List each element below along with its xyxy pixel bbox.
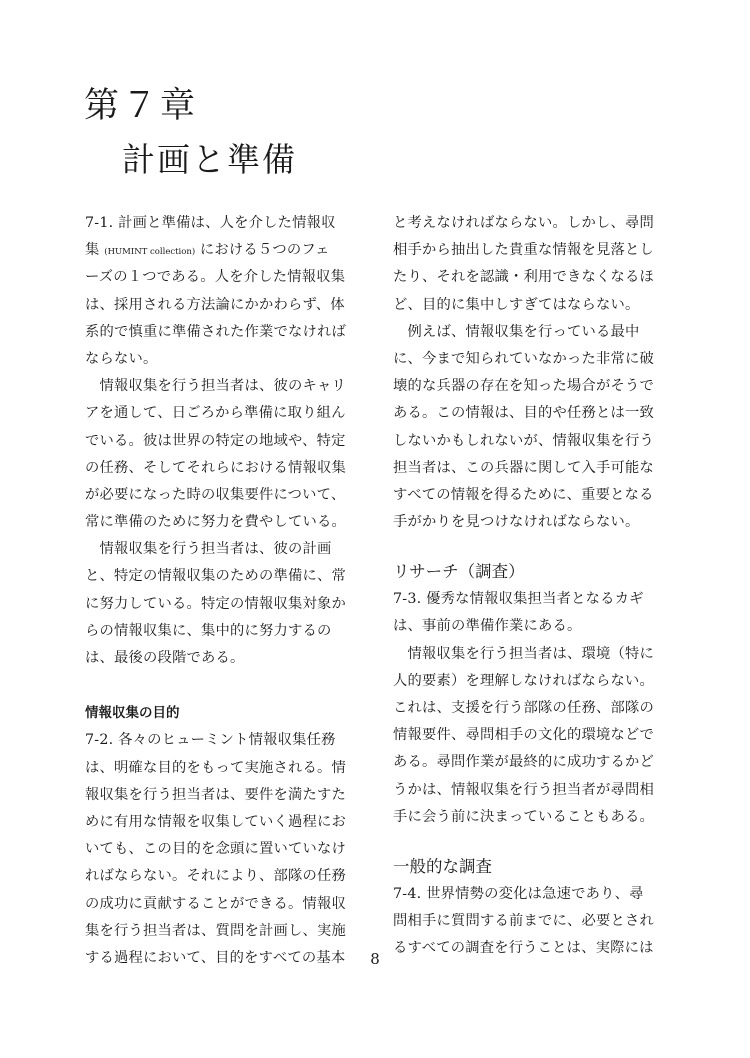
text-line: すべての情報を得るために、重要となる <box>393 486 654 503</box>
text-line: 常に準備のために努力を費やしている。 <box>85 514 346 531</box>
text-line: 問相手に質問する前までに、必要とされ <box>393 913 654 930</box>
text-line: に努力している。特定の情報収集対象か <box>85 595 346 612</box>
humint-term: (HUMINT collection) <box>104 247 196 258</box>
text-line: は、事前の準備作業にある。 <box>393 618 582 635</box>
spacer <box>393 831 669 853</box>
text-line: の任務、そしてそれらにおける情報収集 <box>85 459 346 476</box>
text-line: が必要になった時の収集要件について、 <box>85 486 346 503</box>
text-line: 7-1. 計画と準備は、人を介した情報収 <box>85 215 336 231</box>
text-line: の成功に貢献することができる。情報収 <box>85 895 346 912</box>
text-line: アを通して、日ごろから準備に取り組ん <box>85 405 346 422</box>
text-line: 手に会う前に決まっていることもある。 <box>393 808 654 825</box>
text-line: 情報収集を行う担当者は、彼の計画 <box>85 541 332 558</box>
spacer <box>393 536 669 558</box>
text-line: ーズの１つである。人を介した情報収集 <box>85 269 346 286</box>
chapter-title: 計画と準備 <box>122 140 297 179</box>
text-line: と、特定の情報収集のための準備に、常 <box>85 568 346 585</box>
text-line: 担当者は、この兵器に関して入手可能な <box>393 459 654 476</box>
text-line: 例えば、情報収集を行っている最中 <box>393 323 640 340</box>
text-line: でいる。彼は世界の特定の地域や、特定 <box>85 432 346 449</box>
text-line: 情報収集を行う担当者は、環境（特に <box>393 645 654 662</box>
text-line: めに有用な情報を収集していく過程にお <box>85 813 346 830</box>
text-line: 情報収集を行う担当者は、彼のキャリ <box>85 378 346 395</box>
text-line: 報収集を行う担当者は、要件を満たすた <box>85 786 346 803</box>
text-line: 人的要素）を理解しなければならない。 <box>393 672 654 689</box>
text-line: らの情報収集に、集中的に努力するの <box>85 622 332 639</box>
spacer <box>85 672 361 700</box>
text-line: は、採用される方法論にかかわらず、体 <box>85 296 345 313</box>
text-segment: 集 <box>85 242 105 259</box>
text-line: 7-2. 各々のヒューミント情報収集任務 <box>85 732 336 749</box>
text-line: 7-4. 世界情勢の変化は急速であり、尋 <box>393 885 644 902</box>
text-line: ならない。 <box>85 350 158 367</box>
section-heading-general: 一般的な調査 <box>393 856 492 876</box>
text-line: ある。尋問作業が最終的に成功するかど <box>393 754 654 771</box>
page-number: 8 <box>370 950 380 968</box>
text-line: ればならない。それにより、部隊の任務 <box>85 868 346 885</box>
text-line: うかは、情報収集を行う担当者が尋問相 <box>393 781 654 798</box>
text-line: は、明確な目的をもって実施される。情 <box>85 759 346 776</box>
text-line: ある。この情報は、目的や任務とは一致 <box>393 405 654 422</box>
text-line: する過程において、目的をすべての基本 <box>85 949 346 966</box>
text-line: は、最後の段階である。 <box>85 650 245 666</box>
text-line: 手がかりを見つけなければならない。 <box>393 514 640 531</box>
text-line: 7-3. 優秀な情報収集担当者となるカギ <box>393 591 644 608</box>
right-column <box>393 210 669 963</box>
left-column <box>85 210 361 972</box>
text-line: 情報要件、尋問相手の文化的環境などで <box>393 727 654 744</box>
text-line: るすべての調査を行うことは、実際には <box>393 940 654 957</box>
text-segment: における５つのフェ <box>195 242 330 259</box>
text-line: 系的で慎重に準備された作業でなければ <box>85 323 346 340</box>
text-line: と考えなければならない。しかし、尋問 <box>393 215 654 231</box>
text-line: に、今まで知られていなかった非常に破 <box>393 350 654 367</box>
text-line: しないかもしれないが、情報収集を行う <box>393 432 654 449</box>
text-line: ど、目的に集中しすぎてはならない。 <box>393 296 640 313</box>
section-heading-purpose: 情報収集の目的 <box>85 705 180 722</box>
chapter-number: 第７章 <box>84 86 199 126</box>
text-line: 相手から抽出した貴重な情報を見落とし <box>393 242 654 259</box>
text-line: たり、それを認識・利用できなくなるほ <box>393 269 654 286</box>
text-line: 壊的な兵器の存在を知った場合がそうで <box>393 378 654 395</box>
text-line: 集を行う担当者は、質問を計画し、実施 <box>85 922 346 939</box>
text-line <box>85 237 361 264</box>
section-heading-research: リサーチ（調査） <box>393 562 525 582</box>
text-line: これは、支援を行う部隊の任務、部隊の <box>393 700 654 716</box>
text-line: いても、この目的を念頭に置いていなけ <box>85 841 346 858</box>
